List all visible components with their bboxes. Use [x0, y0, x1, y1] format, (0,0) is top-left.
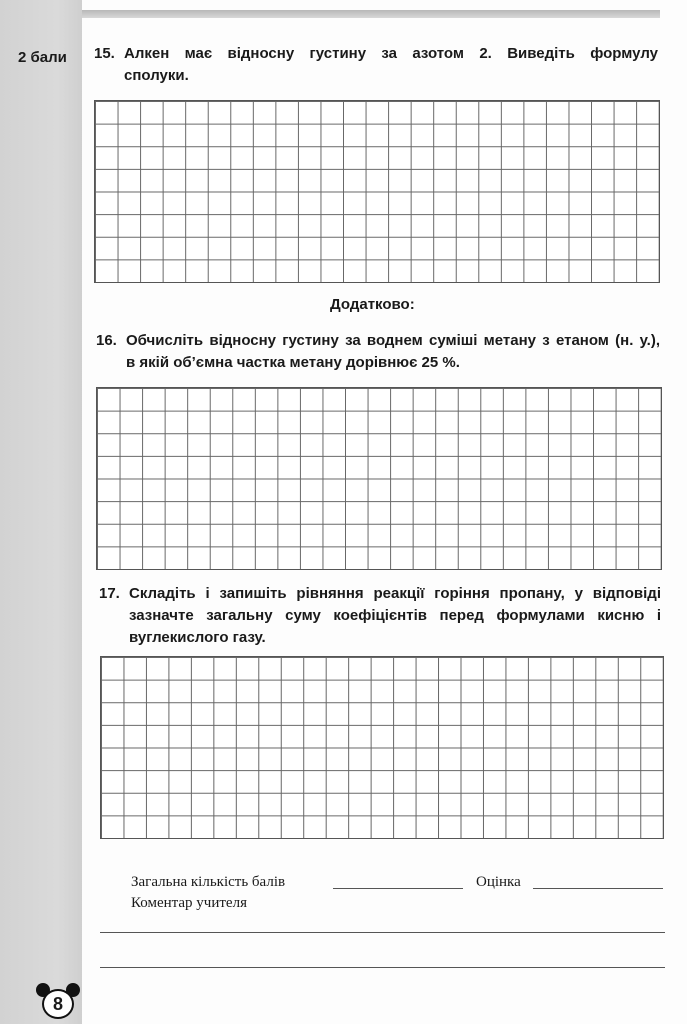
grade-line[interactable]: [533, 888, 663, 889]
question-17: [99, 583, 661, 649]
question-text: Алкен має відносну густину за азотом 2. Виведіть формулу: [124, 45, 658, 62]
question-15: [94, 43, 658, 87]
question-16: [96, 330, 660, 374]
page-number: 8: [42, 989, 74, 1019]
grade-label: Оцінка: [476, 874, 521, 890]
question-number: 15.: [94, 45, 115, 62]
top-bar: [82, 10, 660, 18]
question-text: Обчисліть відносну густину за воднем суміші метану з етаном (н. у.),: [126, 332, 660, 349]
page-margin: [0, 0, 82, 1024]
question-text: сполуки.: [124, 67, 189, 84]
page-number-badge: [38, 983, 78, 1019]
total-points-label: Загальна кількість балів: [131, 874, 286, 890]
teacher-comment-label: Коментар учителя: [131, 895, 247, 911]
question-text: в якій об’ємна частка метану дорівнює 25 %.: [126, 354, 460, 371]
answer-grid-15[interactable]: [94, 100, 660, 283]
comment-line-2[interactable]: [100, 967, 665, 968]
comment-line-1[interactable]: [100, 932, 665, 933]
question-number: 16.: [96, 332, 117, 349]
answer-grid-16[interactable]: [96, 387, 662, 570]
points-label: 2 бали: [18, 49, 67, 66]
total-points-line[interactable]: [333, 888, 463, 889]
question-number: 17.: [99, 585, 120, 602]
question-text: зазначте загальну суму коефіцієнтів перед формулами кисню і: [129, 607, 661, 624]
question-text: Складіть і запишіть рівняння реакції горіння пропану, у відповіді: [129, 585, 661, 602]
answer-grid-17[interactable]: [100, 656, 664, 839]
question-text: вуглекислого газу.: [129, 629, 266, 646]
additional-heading: Додатково:: [330, 296, 415, 313]
